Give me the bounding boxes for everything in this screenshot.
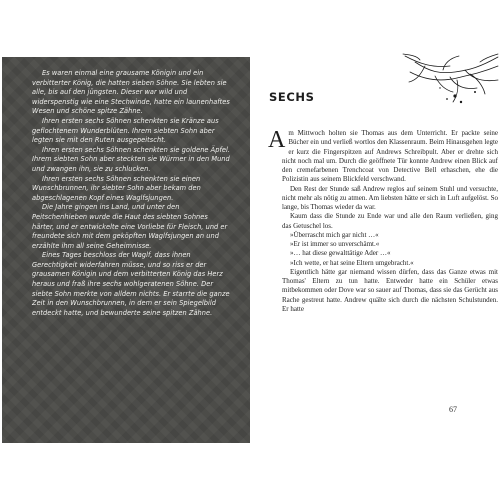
left-paragraph: Eines Tages beschloss der Waglf, dass ihnen Gerechtigkeit widerfahren müsse, und so riss er der grausamen Königin und dem verbitterten König das Herz heraus und fraß ihre sechs wohlgeratenen Söhne. Der siebte Sohn merkte von alldem nichts. Er starrte die ganze Zeit in den Wunschbrunnen, in dem er sein Spiegelbild entdeckt hatte, und bewunderte seine spitzen Zähne. [32,251,230,317]
left-paragraph: Ihren ersten sechs Söhnen schenkten sie einen Wunschbrunnen, ihr siebter Sohn aber bekam den abgeschlagenen Kopf eines Waglfsjungen. [32,174,201,202]
ink-ornament-illustration [395,52,500,112]
left-paragraph: Ihren ersten sechs Söhnen schenkten sie goldene Äpfel. Ihrem siebten Sohn aber steckten sie Würmer in den Mund und zwangen ihn, sie zu schlucken. [32,145,230,173]
right-page-text [268,127,498,314]
dialogue-line: »Überrascht mich gar nicht …« [290,230,379,239]
drop-cap: A [268,127,286,153]
right-paragraph-text: m Mittwoch holten sie Thomas aus dem Unterricht. Er packte seine Bücher ein und verließ wortlos den Klassenraum. Beim Hinausgehen legte er kurz die Fingerspitzen auf Andrews Schreibpult. Aber er drehte sich nicht noch mal um. Durch die geöffnete Tür konnte Andrew einen Blick auf den cremefarbenen Trenchcoat von Detective Bell erhaschen, ehe die Polizistin aus seinem Blickfeld verschwand. [282,129,498,184]
right-paragraph: Den Rest der Stunde saß Andrew reglos auf seinem Stuhl und versuchte, nicht mehr als nötig zu atmen. Am liebsten hätte er sich in Luft aufgelöst. So lange, bis Thomas wieder da war. [282,184,498,211]
left-page-panel [2,57,250,443]
chapter-title: SECHS [269,90,315,104]
left-paragraph: Es waren einmal eine grausame Königin und ein verbitterter König, die hatten sieben Söhne. Sie lebten sie alle, bis auf den jüngsten. Dieser war wild und widerspenstig wie eine Stechwinde, hatte ein launenhaftes Wesen und schöne spitze Zähne. [32,69,230,116]
left-paragraph: Die Jahre gingen ins Land, und unter den Peitschenhieben wurde die Haut des siebten Sohnes härter, und er entwickelte eine Vorliebe für Fleisch, und er freundete sich mit dem geköpften Waglfsjungen an und erzählte ihm all seine Geheimnisse. [32,203,228,250]
dialogue-line: »… hat diese gewalttätige Ader …« [290,249,391,258]
right-paragraph-opening [268,127,498,185]
right-paragraph: Eigentlich hätte gar niemand wissen dürfen, dass das Ganze etwas mit Thomas' Eltern zu tun hatte. Entweder hatte ein Schüler etwas mitbekommen oder Dove war so sauer auf Thomas, dass sie das Gerücht aus Rache gestreut hatte. Andrew quälte sich durch die nächsten Schulstunden. Er hatte [282,267,498,313]
left-page-ornament-background [2,59,250,429]
dialogue-line: »Er ist immer so unverschämt.« [290,240,380,248]
dialogue-line: »Ich wette, er hat seine Eltern umgebracht.« [290,258,414,267]
right-paragraph: Kaum dass die Stunde zu Ende war und alle den Raum verließen, ging das Getuschel los. [282,212,498,230]
left-page-text [32,69,232,318]
left-paragraph: Ihren ersten sechs Söhnen schenkten sie Kränze aus geflochtenem Wunderblüten. Ihrem siebten Sohn aber legten sie mit den Ruten ausgepeitscht. [32,116,219,145]
page-number: 67 [449,405,457,414]
